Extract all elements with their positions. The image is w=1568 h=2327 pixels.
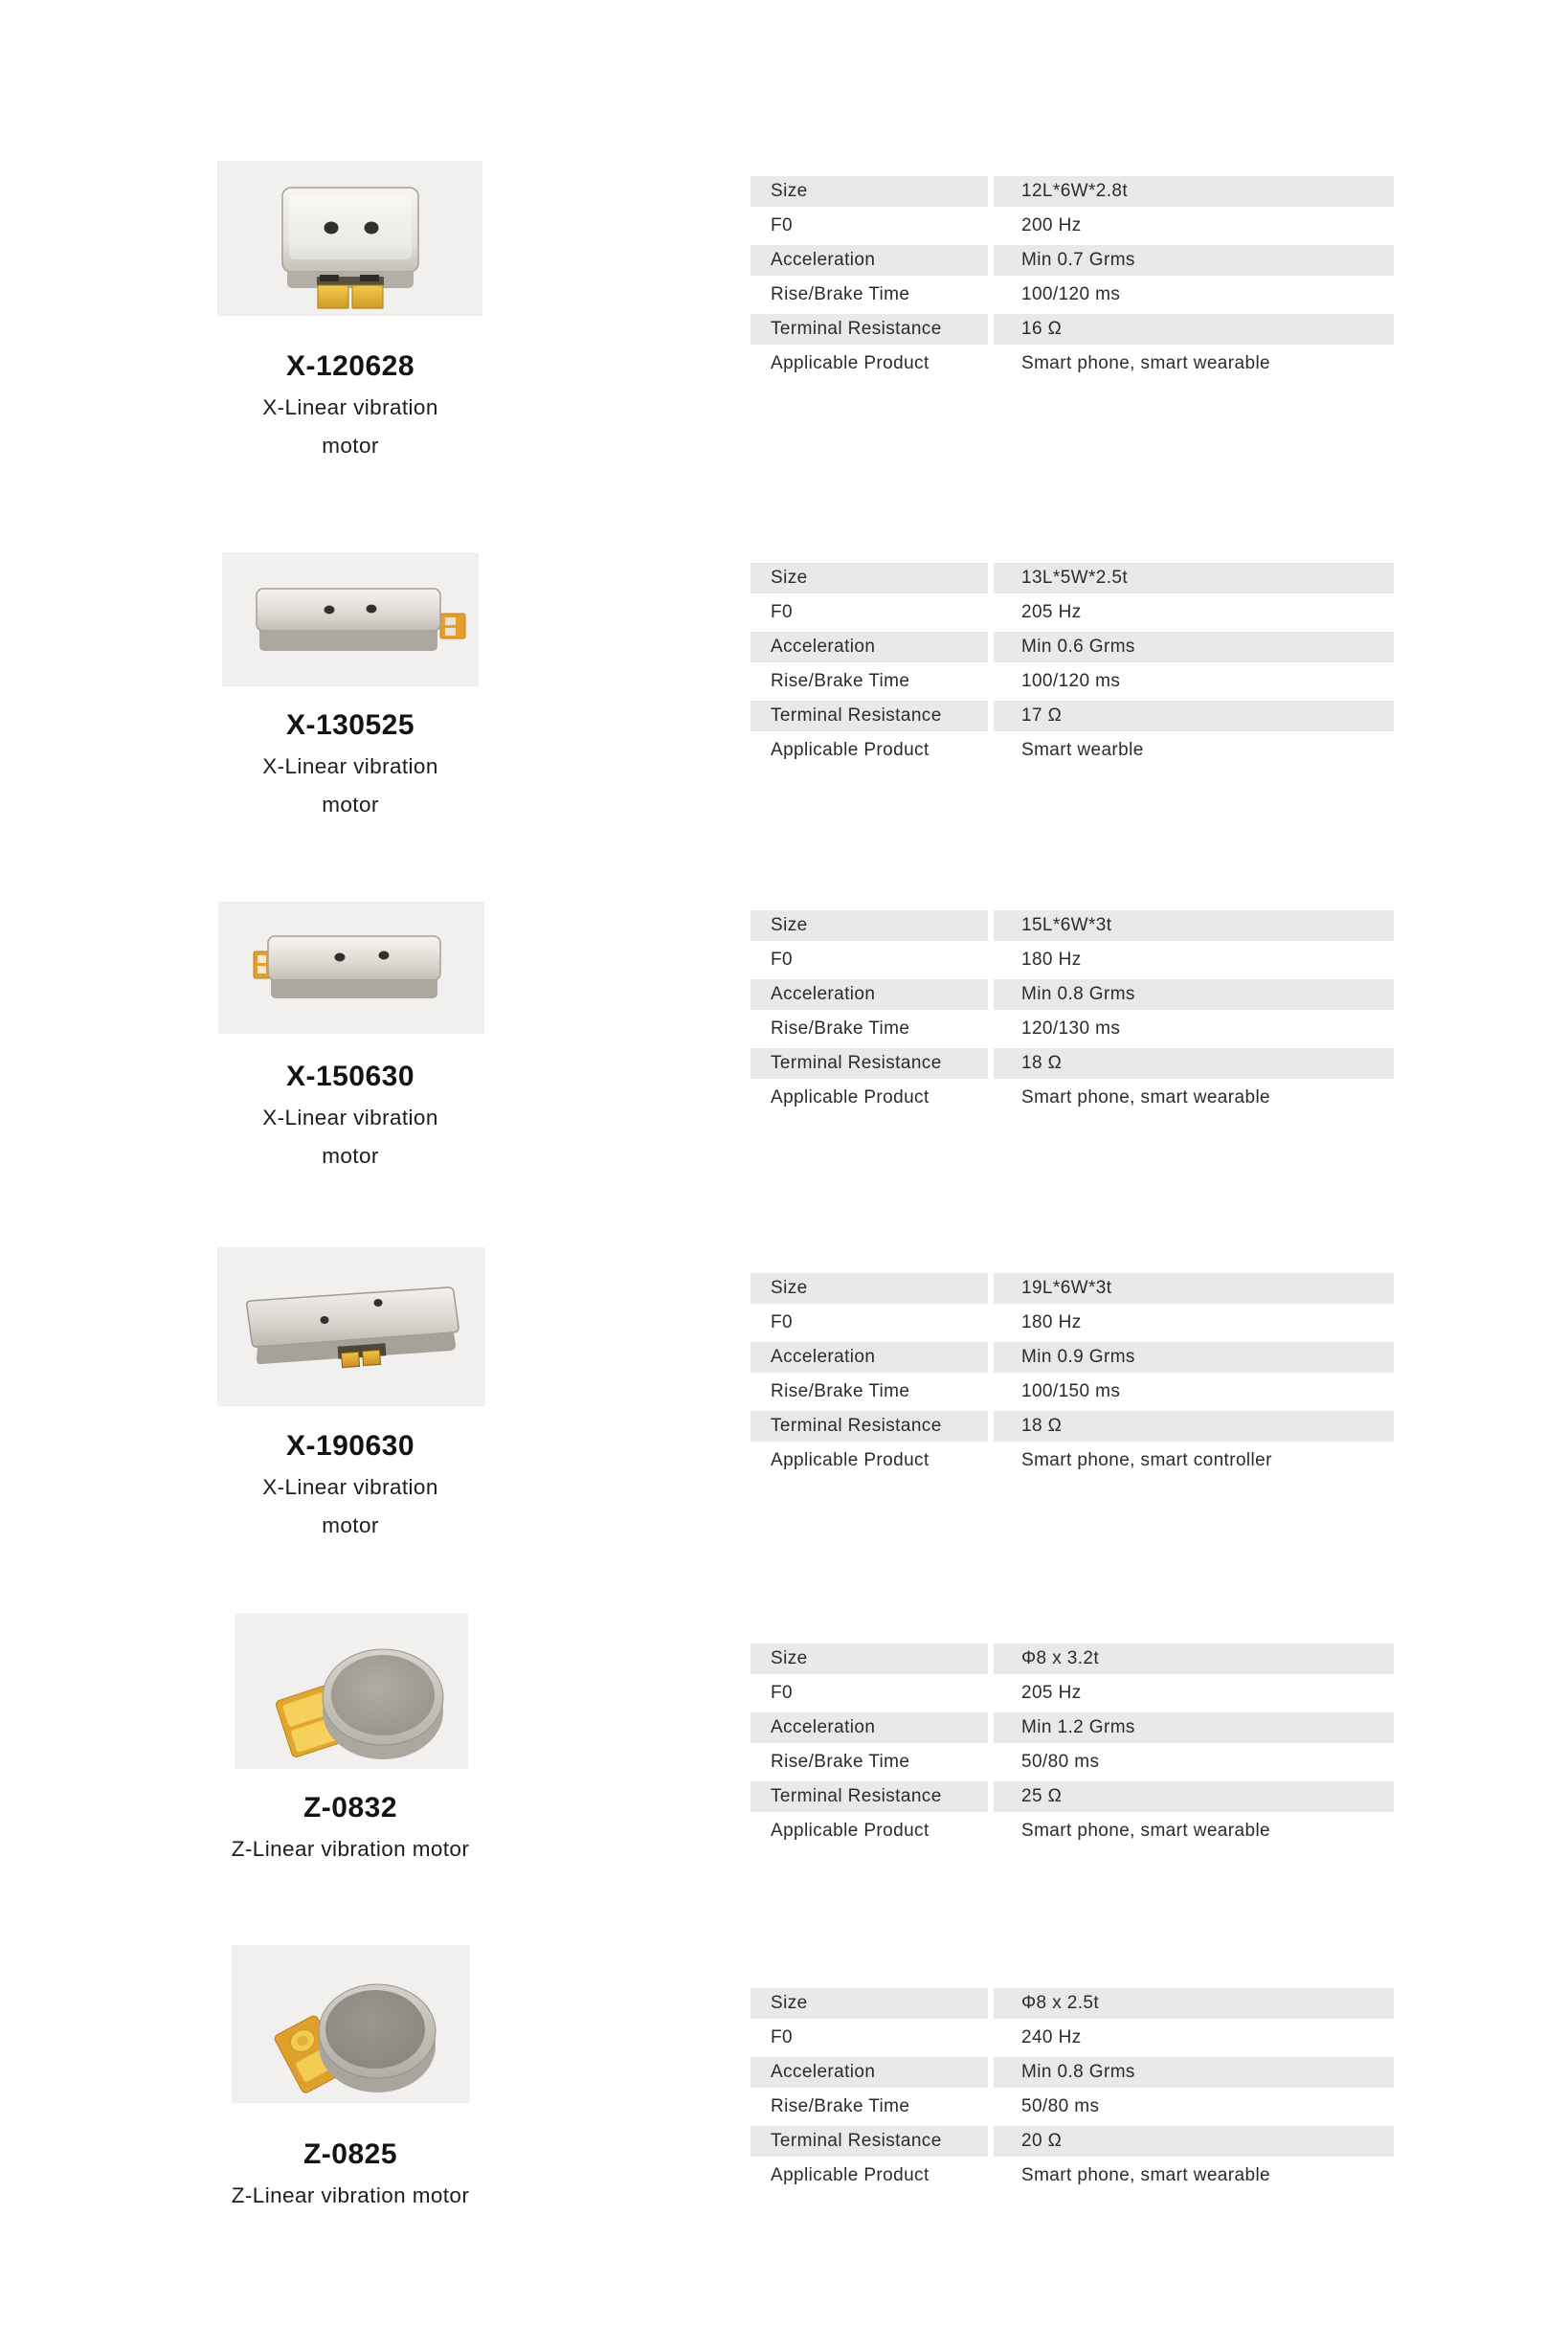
product-name-line: motor xyxy=(322,793,379,817)
product-name xyxy=(134,1830,567,1868)
spec-value: 100/150 ms xyxy=(1021,1381,1121,1401)
spec-table xyxy=(750,1988,1394,2195)
spec-value: 17 Ω xyxy=(994,701,1394,731)
motor-photo xyxy=(232,1945,470,2103)
spec-value: Min 0.6 Grms xyxy=(994,632,1394,662)
spec-label: Acceleration xyxy=(750,1342,988,1373)
spec-row xyxy=(750,666,1394,697)
spec-label: F0 xyxy=(771,1683,793,1703)
spec-label: Rise/Brake Time xyxy=(771,1752,910,1772)
spec-row xyxy=(750,1411,1394,1442)
product-name xyxy=(134,1468,567,1545)
spec-table xyxy=(750,910,1394,1117)
spec-label: Size xyxy=(750,563,988,593)
spec-row xyxy=(750,1712,1394,1743)
spec-label: Terminal Resistance xyxy=(750,1411,988,1442)
product-name xyxy=(134,1099,567,1175)
spec-table xyxy=(750,1273,1394,1480)
motor-photo xyxy=(218,902,484,1034)
spec-value: Smart phone, smart wearable xyxy=(1021,353,1271,373)
spec-label: Acceleration xyxy=(750,632,988,662)
product-code: X-150630 xyxy=(285,1061,415,1092)
product-code: X-120628 xyxy=(285,350,415,382)
spec-row xyxy=(750,176,1394,207)
spec-label: Rise/Brake Time xyxy=(771,1018,910,1039)
spec-value: 20 Ω xyxy=(994,2126,1394,2157)
spec-row xyxy=(750,211,1394,241)
motor-photo xyxy=(217,161,482,316)
spec-row xyxy=(750,348,1394,379)
spec-value: 12L*6W*2.8t xyxy=(994,176,1394,207)
spec-label: Applicable Product xyxy=(771,1087,930,1108)
spec-label: Acceleration xyxy=(750,979,988,1010)
spec-label: Terminal Resistance xyxy=(750,314,988,345)
spec-row xyxy=(750,632,1394,662)
spec-value: 180 Hz xyxy=(1021,1312,1082,1332)
product-code: Z-0832 xyxy=(302,1792,398,1824)
spec-label: Acceleration xyxy=(750,2057,988,2088)
spec-row xyxy=(750,945,1394,975)
product-photo-frame xyxy=(217,1247,485,1406)
spec-value: 19L*6W*3t xyxy=(994,1273,1394,1304)
product-name-line: motor xyxy=(322,1144,379,1168)
spec-value: Min 0.7 Grms xyxy=(994,245,1394,276)
spec-value: 205 Hz xyxy=(1021,602,1082,622)
spec-row xyxy=(750,735,1394,766)
spec-value: Smart phone, smart wearable xyxy=(1021,1821,1271,1841)
spec-row xyxy=(750,563,1394,593)
product-name-line: Z-Linear vibration motor xyxy=(231,1837,470,1861)
spec-row xyxy=(750,2092,1394,2122)
spec-label: Size xyxy=(750,1644,988,1674)
spec-label: F0 xyxy=(771,2027,793,2047)
product-code: Z-0825 xyxy=(302,2138,398,2170)
spec-row xyxy=(750,2057,1394,2088)
spec-row xyxy=(750,280,1394,310)
spec-value: 240 Hz xyxy=(1021,2027,1082,2047)
product-photo-frame xyxy=(235,1613,468,1769)
spec-label: Acceleration xyxy=(750,1712,988,1743)
spec-row xyxy=(750,1644,1394,1674)
product-photo-frame xyxy=(218,902,484,1034)
spec-row xyxy=(750,1048,1394,1079)
spec-row xyxy=(750,1445,1394,1476)
spec-row xyxy=(750,1747,1394,1778)
spec-value: 18 Ω xyxy=(994,1411,1394,1442)
product-name-line: X-Linear vibration xyxy=(262,754,438,778)
spec-label: Applicable Product xyxy=(771,1450,930,1470)
spec-value: Smart phone, smart wearable xyxy=(1021,1087,1271,1108)
product-caption xyxy=(134,2139,567,2215)
spec-row xyxy=(750,910,1394,941)
spec-row xyxy=(750,2126,1394,2157)
spec-label: Terminal Resistance xyxy=(750,2126,988,2157)
spec-label: Applicable Product xyxy=(771,740,930,760)
motor-photo xyxy=(235,1613,468,1769)
spec-row xyxy=(750,1678,1394,1709)
spec-value: 18 Ω xyxy=(994,1048,1394,1079)
spec-table xyxy=(750,176,1394,383)
spec-label: Rise/Brake Time xyxy=(771,2096,910,2116)
product-name-line: X-Linear vibration xyxy=(262,1475,438,1499)
product-caption xyxy=(134,1062,567,1175)
spec-label: Size xyxy=(750,910,988,941)
spec-value: 100/120 ms xyxy=(1021,671,1121,691)
spec-value: 100/120 ms xyxy=(1021,284,1121,304)
spec-value: 200 Hz xyxy=(1021,215,1082,235)
product-caption xyxy=(134,710,567,824)
spec-value: Min 0.8 Grms xyxy=(994,2057,1394,2088)
product-name xyxy=(134,2177,567,2215)
spec-label: Terminal Resistance xyxy=(750,701,988,731)
product-name-line: X-Linear vibration xyxy=(262,395,438,419)
spec-label: F0 xyxy=(771,1312,793,1332)
spec-row xyxy=(750,245,1394,276)
spec-value: Min 0.8 Grms xyxy=(994,979,1394,1010)
product-caption xyxy=(134,1793,567,1868)
spec-label: F0 xyxy=(771,215,793,235)
product-caption xyxy=(134,1431,567,1545)
spec-value: Min 1.2 Grms xyxy=(994,1712,1394,1743)
spec-label: Size xyxy=(750,1273,988,1304)
spec-value: Φ8 x 2.5t xyxy=(994,1988,1394,2019)
spec-value: 25 Ω xyxy=(994,1781,1394,1812)
spec-row xyxy=(750,701,1394,731)
spec-row xyxy=(750,1273,1394,1304)
spec-row xyxy=(750,1342,1394,1373)
spec-label: Size xyxy=(750,1988,988,2019)
spec-row xyxy=(750,1781,1394,1812)
spec-row xyxy=(750,2023,1394,2053)
spec-row xyxy=(750,1083,1394,1113)
product-name xyxy=(134,389,567,465)
spec-label: Rise/Brake Time xyxy=(771,284,910,304)
spec-label: Applicable Product xyxy=(771,353,930,373)
spec-label: Terminal Resistance xyxy=(750,1048,988,1079)
spec-label: Size xyxy=(750,176,988,207)
product-code: X-190630 xyxy=(285,1430,415,1462)
spec-value: 13L*5W*2.5t xyxy=(994,563,1394,593)
spec-row xyxy=(750,979,1394,1010)
motor-photo xyxy=(222,552,479,686)
spec-value: 180 Hz xyxy=(1021,950,1082,970)
spec-label: Terminal Resistance xyxy=(750,1781,988,1812)
product-name-line: motor xyxy=(322,434,379,458)
spec-value: 50/80 ms xyxy=(1021,2096,1100,2116)
spec-row xyxy=(750,1816,1394,1846)
motor-photo xyxy=(217,1247,485,1406)
product-caption xyxy=(134,351,567,465)
spec-label: F0 xyxy=(771,602,793,622)
product-name-line: motor xyxy=(322,1513,379,1537)
spec-label: Acceleration xyxy=(750,245,988,276)
spec-table xyxy=(750,1644,1394,1850)
spec-value: 15L*6W*3t xyxy=(994,910,1394,941)
spec-value: Smart wearble xyxy=(1021,740,1144,760)
spec-label: Applicable Product xyxy=(771,1821,930,1841)
spec-value: Smart phone, smart controller xyxy=(1021,1450,1272,1470)
spec-value: 50/80 ms xyxy=(1021,1752,1100,1772)
product-code: X-130525 xyxy=(285,709,415,741)
spec-table xyxy=(750,563,1394,770)
spec-row xyxy=(750,1988,1394,2019)
spec-value: 16 Ω xyxy=(994,314,1394,345)
spec-label: Rise/Brake Time xyxy=(771,671,910,691)
spec-row xyxy=(750,1376,1394,1407)
spec-row xyxy=(750,1014,1394,1044)
product-name-line: X-Linear vibration xyxy=(262,1106,438,1130)
spec-label: Applicable Product xyxy=(771,2165,930,2185)
spec-row xyxy=(750,1308,1394,1338)
spec-value: Min 0.9 Grms xyxy=(994,1342,1394,1373)
spec-value: 120/130 ms xyxy=(1021,1018,1121,1039)
spec-value: Φ8 x 3.2t xyxy=(994,1644,1394,1674)
spec-value: Smart phone, smart wearable xyxy=(1021,2165,1271,2185)
product-name xyxy=(134,748,567,824)
product-photo-frame xyxy=(217,161,482,316)
product-photo-frame xyxy=(222,552,479,686)
product-name-line: Z-Linear vibration motor xyxy=(231,2183,470,2207)
spec-row xyxy=(750,314,1394,345)
spec-row xyxy=(750,597,1394,628)
product-photo-frame xyxy=(232,1945,470,2103)
spec-row xyxy=(750,2160,1394,2191)
spec-value: 205 Hz xyxy=(1021,1683,1082,1703)
spec-label: F0 xyxy=(771,950,793,970)
spec-label: Rise/Brake Time xyxy=(771,1381,910,1401)
